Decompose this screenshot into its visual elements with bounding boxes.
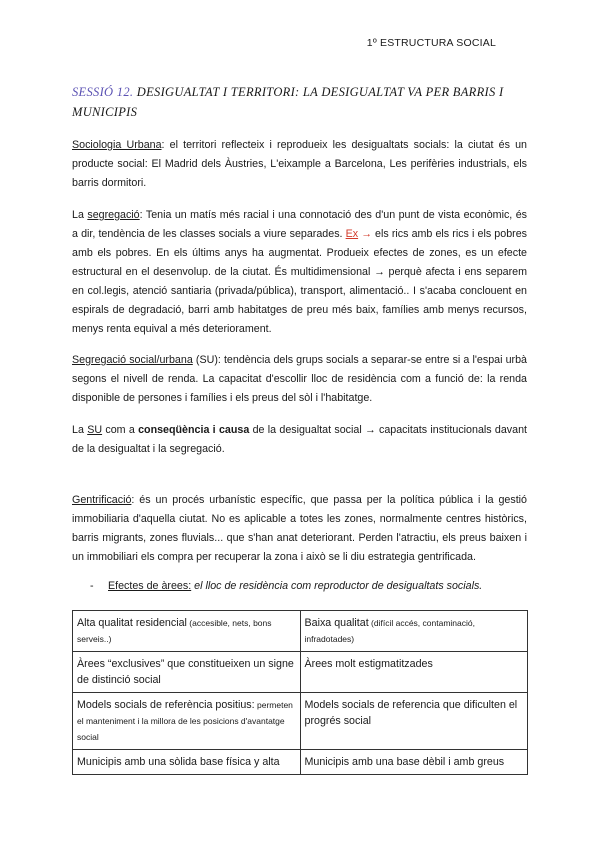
su-text: de la desigualtat social → capacitats institucionals davant de la desigualtat i la segregació. — [72, 424, 527, 455]
cell-text: Municipis amb una base dèbil i amb greus — [304, 756, 505, 768]
segregacio-text-1: : Tenia un matís més racial i una connotació des d'un punt de vista econòmic, és a dir, tendència de les classes socials a viure separades. — [72, 209, 528, 240]
comparison-table — [72, 610, 528, 775]
table-cell-right — [300, 693, 528, 750]
table-row — [73, 611, 528, 652]
bullet-text: el lloc de residència com reproductor de desigualtats socials. — [191, 580, 483, 592]
cell-text: Àrees “exclusives” que constitueixen un signe de distinció social — [77, 658, 294, 686]
term-sociologia-urbana: Sociologia Urbana — [72, 139, 162, 151]
term-efectes-arees: Efectes de àrees: — [108, 580, 192, 592]
cell-text: Baixa qualitat — [304, 617, 369, 629]
table-cell-left — [73, 693, 301, 750]
term-segregacio-social: Segregació social/urbana — [72, 354, 193, 366]
cell-text: Models socials de referencia que dificulten el progrés social — [304, 699, 518, 727]
table-cell-right — [300, 652, 528, 693]
gentrificacio-text: : és un procés urbanístic específic, que passa per la política pública i la gestió immobiliaria d'aquella ciutat. No es aplicable a totes les zones, normalmente centres històrics, barris migrants, zones fluvials... que s'han anat deteriorant. Perden l'atractiu, els preus baixen i un immobiliari els compra per recuperar la zona i això se li diu estrategia gentrificada. — [72, 494, 527, 563]
segregacio-text-2: els rics amb els rics i els pobres amb els pobres. En els últims anys ha augmentat. Produeix efectes de zones, es un efecte estructural en el desenvolup. de la ciutat. És multidimensional → perquè afecta i ens separem en col.legis, atenció santiaria (privada/pública), transport, alimentació.. I s'acaba conclouent en espirals de degradació, barri amb habitatges de preu més baix, famílies amb menys recursos, menys renta equival a més deteriorament. — [72, 228, 527, 335]
cell-text: Àrees molt estigmatitzades — [304, 658, 433, 670]
paragraph-segregacio-social — [72, 351, 527, 408]
table-cell-right — [300, 750, 528, 775]
cell-text: Alta qualitat residencial — [77, 617, 187, 629]
term-gentrificacio: Gentrificació — [72, 494, 132, 506]
session-number: SESSIÓ 12. — [72, 85, 134, 99]
paragraph-gentrificacio — [72, 491, 527, 567]
session-title — [72, 82, 532, 122]
term-su: SU — [87, 424, 103, 436]
table-row — [73, 750, 528, 775]
segregacio-pre: La — [72, 209, 88, 221]
arrow-right-icon: → — [361, 228, 372, 240]
table-row — [73, 652, 528, 693]
example-label: Ex — [345, 228, 359, 240]
cell-text: Models socials de referència positius: — [77, 699, 255, 711]
sociologia-text: : el territori reflecteix i reprodueix les desigualtats socials: la ciutat és un producte social: El Madrid dels Àustries, L'eixample a Barcelona, Les perifèries industrials, els barris dormitori. — [72, 139, 527, 189]
term-segregacio: segregació — [87, 209, 140, 221]
su-mid: com a — [102, 424, 139, 436]
session-title-text: DESIGUALTAT I TERRITORI: LA DESIGUALTAT VA PER BARRIS I MUNICIPIS — [72, 85, 504, 119]
table-cell-right — [300, 611, 528, 652]
table-cell-left — [73, 750, 301, 775]
table-cell-left — [73, 611, 301, 652]
paragraph-sociologia-urbana — [72, 136, 527, 193]
table-cell-left — [73, 652, 301, 693]
page-header: 1º ESTRUCTURA SOCIAL — [366, 37, 496, 49]
cell-text: Municipis amb una sòlida base física y alta — [77, 756, 280, 768]
paragraph-su-causa — [72, 421, 527, 459]
cell-small-text: permeten el manteniment i la millora de les posicions d'avantatge social — [77, 700, 293, 742]
cell-small-text: (difícil accés, contaminació, infradotades) — [304, 618, 475, 644]
cell-small-text: (accesible, nets, bons serveis..) — [77, 618, 272, 644]
table-row — [73, 693, 528, 750]
su-bold: conseqüència i causa — [138, 424, 250, 436]
paragraph-segregacio — [72, 206, 527, 339]
bullet-dash: - — [90, 580, 94, 592]
segregacio-social-text: (SU): tendència dels grups socials a separar-se entre si a l'espai urbà segons el nivell de renda. La capacitat d'escollir lloc de residència com a funció de: la renda disponible de persones i famílies i els preus del sòl i l'habitatge. — [72, 354, 527, 404]
su-pre: La — [72, 424, 88, 436]
bullet-efectes-arees — [90, 580, 482, 592]
